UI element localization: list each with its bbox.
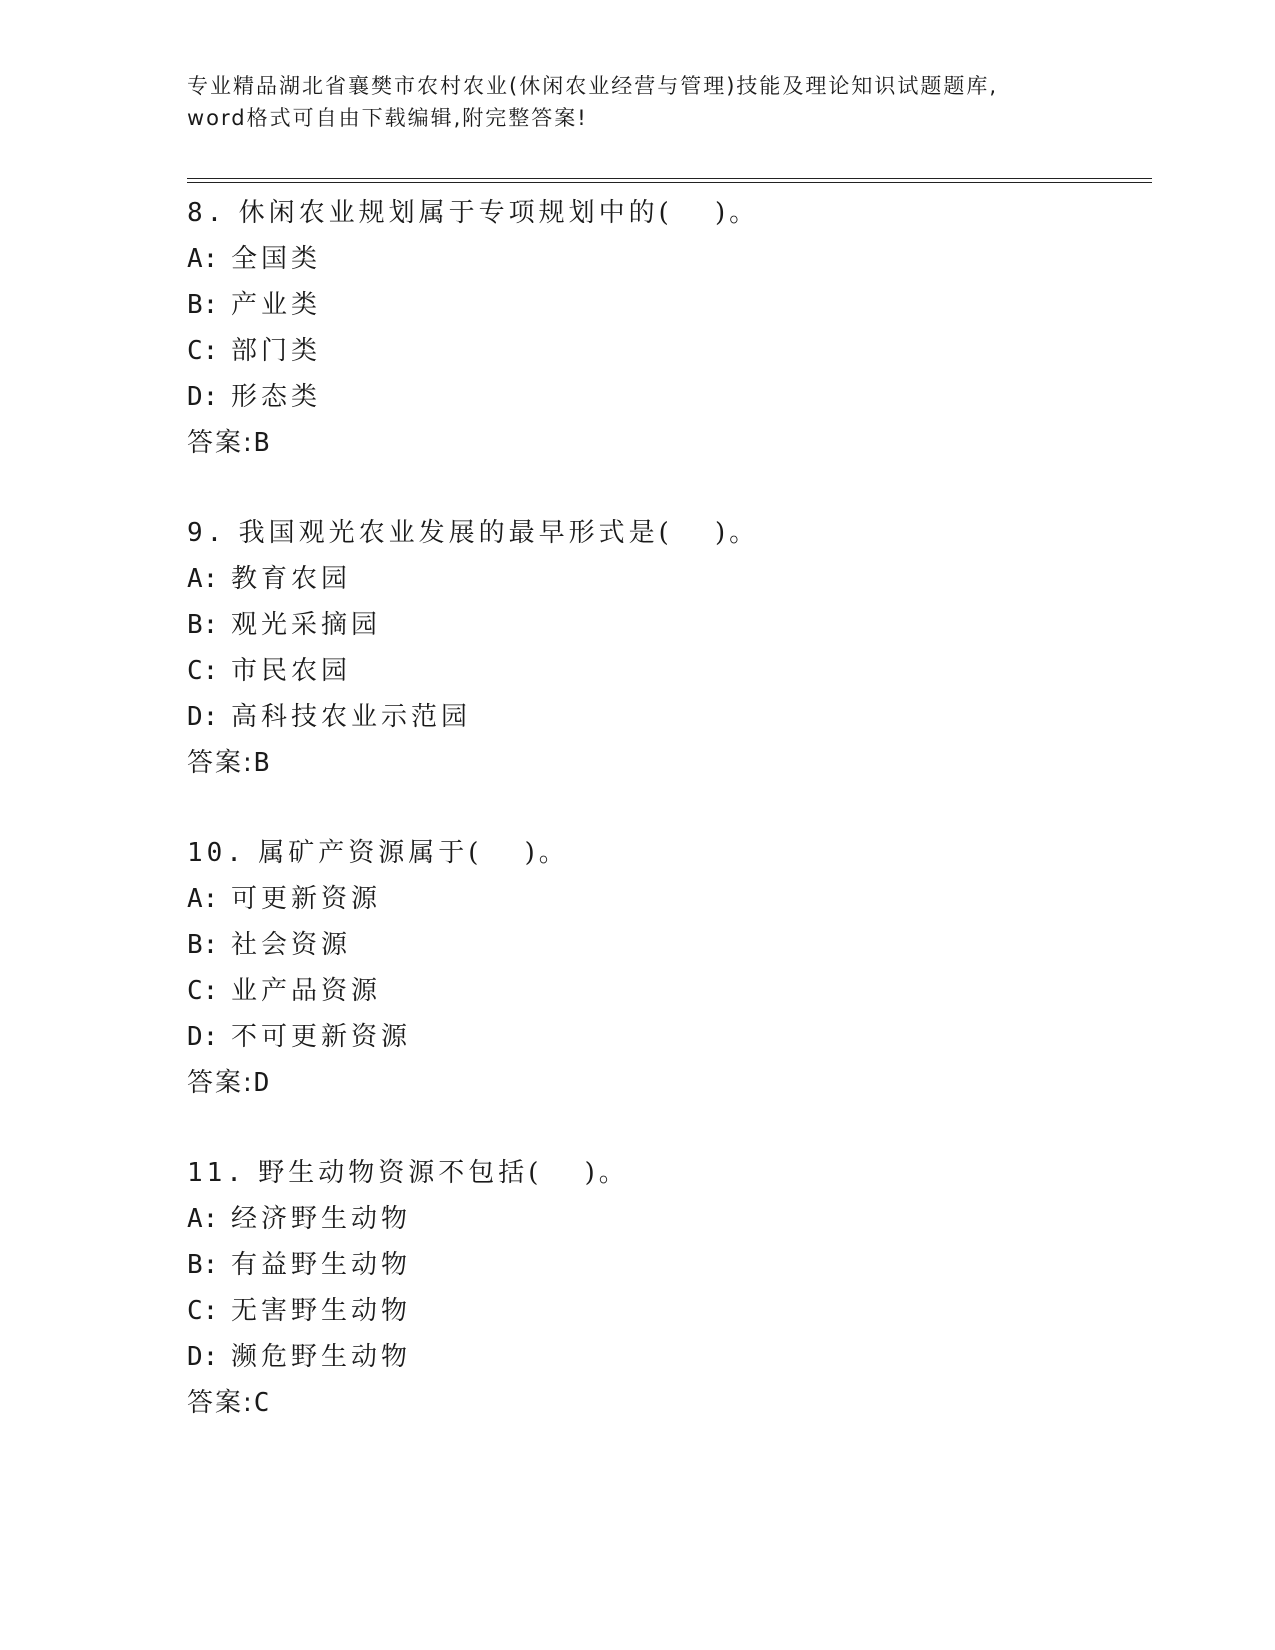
- option-letter: B:: [187, 610, 219, 640]
- option-letter: A:: [187, 564, 219, 594]
- question-number: 9.: [187, 518, 227, 548]
- question-10: [187, 830, 1147, 1150]
- answer-value: D: [253, 1068, 272, 1098]
- option-d: [187, 1334, 1147, 1380]
- option-d: [187, 374, 1147, 420]
- option-b: [187, 282, 1147, 328]
- option-letter: D:: [187, 1342, 219, 1372]
- header-line-1: 专业精品湖北省襄樊市农村农业(休闲农业经营与管理)技能及理论知识试题题库,: [187, 74, 999, 98]
- option-letter: A:: [187, 1204, 219, 1234]
- header-divider: [187, 178, 1152, 183]
- header-line-2: word格式可自由下载编辑,附完整答案!: [187, 106, 588, 130]
- question-stem: [187, 190, 1147, 236]
- option-c: [187, 1288, 1147, 1334]
- option-letter: D:: [187, 702, 219, 732]
- option-d: [187, 1014, 1147, 1060]
- question-9: [187, 510, 1147, 830]
- option-letter: C:: [187, 656, 219, 686]
- question-list: [187, 190, 1147, 1470]
- question-number: 11.: [187, 1158, 246, 1188]
- option-a: [187, 236, 1147, 282]
- option-b: [187, 922, 1147, 968]
- option-letter: C:: [187, 976, 219, 1006]
- option-text: 濒危野生动物: [231, 1342, 412, 1372]
- option-text: 部门类: [231, 336, 322, 366]
- question-text: 野生动物资源不包括( )。: [258, 1158, 629, 1188]
- option-c: [187, 648, 1147, 694]
- option-text: 社会资源: [231, 930, 352, 960]
- option-c: [187, 968, 1147, 1014]
- option-letter: B:: [187, 1250, 219, 1280]
- option-text: 有益野生动物: [231, 1250, 412, 1280]
- question-stem: [187, 830, 1147, 876]
- option-text: 市民农园: [231, 656, 352, 686]
- option-text: 形态类: [231, 382, 322, 412]
- option-a: [187, 1196, 1147, 1242]
- option-c: [187, 328, 1147, 374]
- option-text: 可更新资源: [231, 884, 382, 914]
- question-stem: [187, 1150, 1147, 1196]
- option-text: 观光采摘园: [231, 610, 382, 640]
- answer-label: 答案:: [187, 428, 254, 458]
- option-d: [187, 694, 1147, 740]
- question-text: 属矿产资源属于( )。: [258, 838, 569, 868]
- answer-line: [187, 420, 1147, 466]
- option-letter: D:: [187, 1022, 219, 1052]
- question-number: 8.: [187, 198, 227, 228]
- question-number: 10.: [187, 838, 246, 868]
- option-letter: C:: [187, 1296, 219, 1326]
- answer-value: C: [253, 1388, 272, 1418]
- option-text: 教育农园: [231, 564, 352, 594]
- option-a: [187, 876, 1147, 922]
- answer-label: 答案:: [187, 1068, 254, 1098]
- question-stem: [187, 510, 1147, 556]
- option-letter: B:: [187, 290, 219, 320]
- option-letter: A:: [187, 244, 219, 274]
- question-text: 休闲农业规划属于专项规划中的( )。: [238, 198, 760, 228]
- answer-value: B: [253, 748, 272, 778]
- question-8: [187, 190, 1147, 510]
- option-letter: C:: [187, 336, 219, 366]
- answer-line: [187, 1380, 1147, 1426]
- answer-value: B: [253, 428, 272, 458]
- document-header: [187, 70, 1087, 134]
- answer-line: [187, 740, 1147, 786]
- option-text: 不可更新资源: [231, 1022, 412, 1052]
- answer-label: 答案:: [187, 1388, 254, 1418]
- option-letter: B:: [187, 930, 219, 960]
- answer-line: [187, 1060, 1147, 1106]
- option-b: [187, 1242, 1147, 1288]
- option-text: 业产品资源: [231, 976, 382, 1006]
- option-text: 经济野生动物: [231, 1204, 412, 1234]
- answer-label: 答案:: [187, 748, 254, 778]
- option-letter: A:: [187, 884, 219, 914]
- option-text: 高科技农业示范园: [231, 702, 472, 732]
- question-text: 我国观光农业发展的最早形式是( )。: [238, 518, 760, 548]
- option-text: 全国类: [231, 244, 322, 274]
- option-text: 无害野生动物: [231, 1296, 412, 1326]
- option-letter: D:: [187, 382, 219, 412]
- option-b: [187, 602, 1147, 648]
- option-a: [187, 556, 1147, 602]
- question-11: [187, 1150, 1147, 1470]
- option-text: 产业类: [231, 290, 322, 320]
